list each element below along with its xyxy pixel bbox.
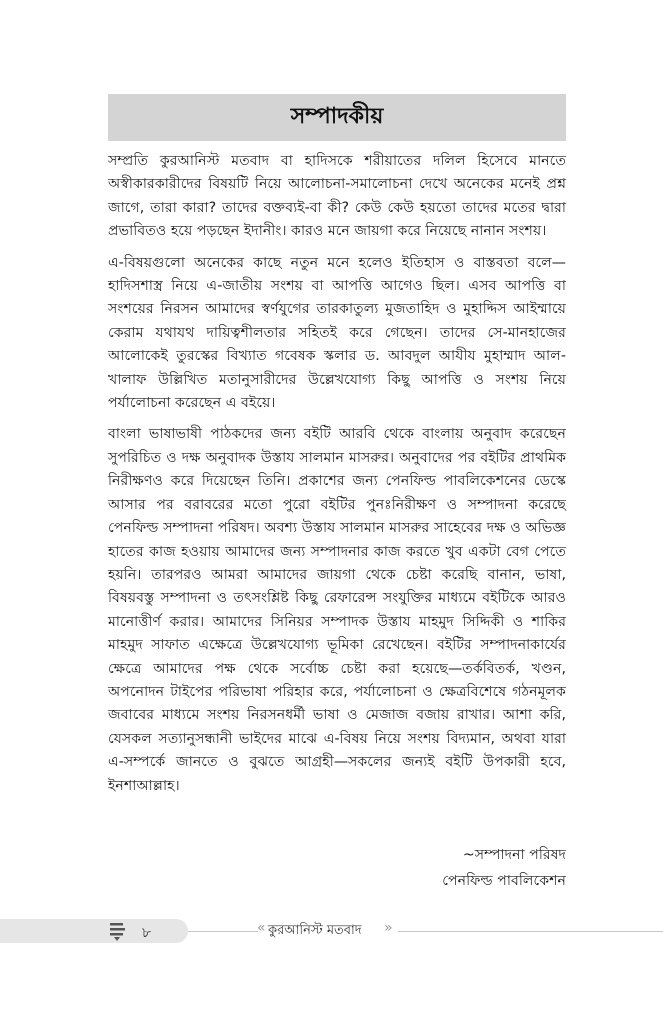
- footer-rule-right: [398, 931, 663, 932]
- paragraph-3: বাংলা ভাষাভাষী পাঠকদের জন্য বইটি আরবি থেকে বাংলায় অনুবাদ করেছেন সুপরিচিত ও দক্ষ অনুবাদক উস্তায সালমান মাসরুর। অনুবাদের পর বইটির প্রাথমিক নিরীক্ষণও করে দিয়েছেন তিনি। প্রকাশের জন্য পেনফিল্ড পাবলিকেশনের ডেস্কে আসার পর বরাবরের মতো পুরো বইটির পুনঃনিরীক্ষণ ও সম্পাদনা করেছে পেনফিল্ড সম্পাদনা পরিষদ। অবশ্য উস্তায সালমান মাসরুর সাহেবের দক্ষ ও অভিজ্ঞ হাতের কাজ হওয়ায় আমাদের জন্য সম্পাদনার কাজ করতে খুব একটা বেগ পেতে হয়নি। তারপরও আমরা আমাদের জায়গা থেকে চেষ্টা করেছি বানান, ভাষা, বিষয়বস্তু সম্পাদনা ও তৎসংশ্লিষ্ট কিছু রেফারেন্স সংযুক্তির মাধ্যমে বইটিকে আরও মানোত্তীর্ণ করার। আমাদের সিনিয়র সম্পাদক উস্তায মাহমুদ সিদ্দিকী ও শাকির মাহমুদ সাফাত এক্ষেত্রে উল্লেখযোগ্য ভূমিকা রেখেছেন। বইটির সম্পাদনাকার্যের ক্ষেত্রে আমাদের পক্ষ থেকে সর্বোচ্চ চেষ্টা করা হয়েছে—তর্কবিতর্ক, খণ্ডন, অপনোদন টাইপের পরিভাষা পরিহার করে, পর্যালোচনা ও ক্ষেত্রবিশেষে গঠনমূলক জবাবের মাধ্যমে সংশয় নিরসনধর্মী ভাষা ও মেজাজ বজায় রাখার। আশা করি, যেসকল সত্যানুসন্ধানী ভাইদের মাঝে এ-বিষয় নিয়ে সংশয় বিদ্যমান, অথবা যারা এ-সম্পর্কে জানতে ও বুঝতে আগ্রহী—সকলের জন্যই বইটি উপকারী হবে, ইনশাআল্লাহ।: [108, 426, 566, 794]
- paragraph-2: এ-বিষয়গুলো অনেকের কাছে নতুন মনে হলেও ইতিহাস ও বাস্তবতা বলে—হাদিসশাস্ত্র নিয়ে এ-জাতীয় সংশয় বা আপত্তি আগেও ছিল। এসব আপত্তি বা সংশয়ের নিরসন আমাদের স্বর্ণযুগের তারকাতুল্য মুজতাহিদ ও মুহাদ্দিস আইম্মায়ে কেরাম যথাযথ দায়িত্বশীলতার সহিতই করে গেছেন। তাদের সে-মানহাজের আলোকেই তুরস্কের বিখ্যাত গবেষক স্কলার ড. আবদুল আযীয মুহাম্মাদ আল-খালাফ উল্লিখিত মতানুসারীদের উল্লেখযোগ্য কিছু আপত্তি ও সংশয় নিয়ে পর্যালোচনা করেছেন এ বইয়ে।: [108, 254, 566, 412]
- menu-lines-icon: [108, 920, 128, 942]
- editorial-body: [108, 150, 566, 806]
- signature-publisher: পেনফিল্ড পাবলিকেশন: [442, 873, 566, 889]
- page-title: সম্পাদকীয়: [290, 104, 384, 129]
- footer-rule-left: [188, 931, 258, 932]
- paragraph-1: সম্প্রতি কুরআনিস্ট মতবাদ বা হাদিসকে শরীয়াতের দলিল হিসেবে মানতে অস্বীকারকারীদের বিষয়টি নিয়ে আলোচনা-সমালোচনা দেখে অনেকের মনেই প্রশ্ন জাগে, তারা কারা? তাদের বক্তব্যই-বা কী? কেউ কেউ হয়তো তাদের মতের দ্বারা প্রভাবিতও হয়ে পড়ছেন ইদানীং। কারও মনে জায়গা করে নিয়েছে নানান সংশয়।: [108, 153, 566, 240]
- signature-editorial-board: ~সম্পাদনা পরিষদ: [462, 847, 566, 863]
- running-book-title: কুরআনিস্ট মতবাদ: [268, 923, 362, 938]
- ornament-right: »: [384, 920, 393, 936]
- title-banner: [108, 94, 566, 141]
- ornament-left: «: [257, 920, 266, 936]
- footer-page-tab: [0, 919, 188, 943]
- page-number: ৮: [142, 925, 152, 941]
